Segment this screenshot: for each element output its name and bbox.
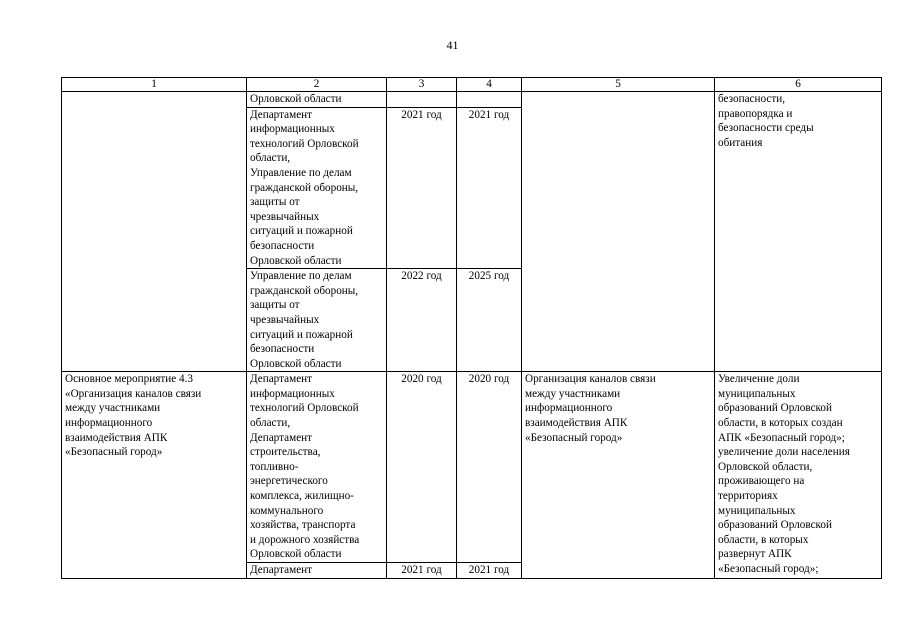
cell-executors xyxy=(247,372,387,563)
cell-text-line: Организация каналов связи xyxy=(525,373,656,386)
cell-end-empty xyxy=(457,92,522,108)
cell-text-line: комплекса, жилищно- xyxy=(250,490,354,503)
table-row xyxy=(62,372,882,563)
cell-text-line: ситуаций и пожарной xyxy=(250,225,353,238)
cell-text-line: информационных xyxy=(250,387,335,400)
cell-start-year: 2022 год xyxy=(387,269,457,372)
cell-indicators xyxy=(715,92,882,372)
cell-text-line: взаимодействия АПК xyxy=(525,417,628,430)
cell-text-line: «Безопасный город»; xyxy=(718,563,819,575)
cell-start-year: 2021 год xyxy=(387,107,457,269)
cell-text-line: гражданской обороны, xyxy=(250,284,359,297)
header-cell-2: 2 xyxy=(247,78,387,92)
cell-text-line: развернут АПК xyxy=(718,548,792,561)
table-row xyxy=(62,92,882,108)
cell-text-line: Орловской области xyxy=(250,254,342,267)
cell-text-line: Департамент xyxy=(250,431,313,444)
cell-text-line: Управление по делам xyxy=(250,270,352,283)
cell-measure-empty xyxy=(62,92,247,372)
cell-text-line: образований Орловской xyxy=(718,402,832,415)
cell-result xyxy=(522,372,715,578)
cell-text-line: безопасности xyxy=(250,239,315,252)
cell-text-line: и дорожного хозяйства xyxy=(250,533,360,546)
cell-text-line: Орловской области xyxy=(250,357,342,370)
cell-text-line: увеличение доли населения xyxy=(718,446,850,459)
cell-text-line: чрезвычайных xyxy=(250,210,320,223)
cell-text-line: Орловской области xyxy=(250,93,342,105)
cell-text-line: Департамент xyxy=(250,373,313,386)
cell-text-line: информационного xyxy=(65,417,153,430)
cell-text-line: Основное мероприятие 4.3 xyxy=(65,373,193,386)
header-cell-5: 5 xyxy=(522,78,715,92)
cell-text-line: топливно- xyxy=(250,460,299,473)
cell-executors xyxy=(247,107,387,269)
cell-text-line: энергетического xyxy=(250,475,328,488)
cell-text-line: взаимодействия АПК xyxy=(65,431,168,444)
cell-text-line: правопорядка и xyxy=(718,107,793,120)
cell-text-line: обитания xyxy=(718,136,763,149)
cell-text-line: между участниками xyxy=(65,402,161,415)
cell-start-year: 2020 год xyxy=(387,372,457,563)
cell-text-line: между участниками xyxy=(525,387,621,400)
cell-text-line: области, xyxy=(250,417,291,430)
cell-text-line: гражданской обороны, xyxy=(250,181,359,194)
cell-end-year: 2020 год xyxy=(457,372,522,563)
cell-text-line: информационного xyxy=(525,402,613,415)
cell-result-empty xyxy=(522,92,715,372)
cell-text-line: Управление по делам xyxy=(250,166,352,179)
cell-text-line: чрезвычайных xyxy=(250,313,320,326)
cell-text-line: Департамент xyxy=(250,108,313,121)
cell-text-line: защиты от xyxy=(250,196,300,209)
cell-text-line: области, в которых xyxy=(718,533,809,546)
cell-text-line: области, xyxy=(250,152,291,165)
cell-text-line: Орловской области, xyxy=(718,460,813,473)
cell-text-line: технологий Орловской xyxy=(250,137,359,150)
cell-text-line: ситуаций и пожарной xyxy=(250,328,353,341)
cell-text-line: «Безопасный город» xyxy=(65,446,163,459)
cell-text-line: коммунального xyxy=(250,504,324,517)
cell-text-line: области, в которых создан xyxy=(718,417,843,430)
cell-text-line: Орловской области xyxy=(250,548,342,561)
cell-text-line: АПК «Безопасный город»; xyxy=(718,431,845,444)
cell-text-line: безопасности среды xyxy=(718,122,814,135)
header-cell-1: 1 xyxy=(62,78,247,92)
cell-start-year: 2021 год xyxy=(387,563,457,579)
cell-text-line: безопасности xyxy=(250,343,315,356)
cell-end-year: 2021 год xyxy=(457,563,522,579)
cell-text-line: информационных xyxy=(250,123,335,136)
measures-table xyxy=(61,77,882,579)
cell-end-year: 2021 год xyxy=(457,107,522,269)
cell-text-line: «Безопасный город» xyxy=(525,431,623,444)
header-row xyxy=(62,78,882,92)
cell-text-line: безопасности, xyxy=(718,93,786,105)
cell-indicators xyxy=(715,372,882,578)
cell-text-line: территориях xyxy=(718,490,778,503)
cell-text-line: защиты от xyxy=(250,299,300,312)
cell-measure xyxy=(62,372,247,578)
page-number: 41 xyxy=(446,38,459,52)
cell-executors xyxy=(247,563,387,579)
cell-text-line: хозяйства, транспорта xyxy=(250,519,356,532)
cell-text-line: технологий Орловской xyxy=(250,402,359,415)
cell-text-line: муниципальных xyxy=(718,504,796,517)
header-cell-6: 6 xyxy=(715,78,882,92)
cell-executors xyxy=(247,92,387,108)
cell-start-empty xyxy=(387,92,457,108)
header-cell-3: 3 xyxy=(387,78,457,92)
cell-text-line: строительства, xyxy=(250,446,321,459)
cell-text-line: муниципальных xyxy=(718,387,796,400)
cell-end-year: 2025 год xyxy=(457,269,522,372)
header-cell-4: 4 xyxy=(457,78,522,92)
cell-text-line: образований Орловской xyxy=(718,519,832,532)
cell-text-line: Увеличение доли xyxy=(718,373,800,386)
cell-text-line: проживающего на xyxy=(718,475,805,488)
cell-text-line: Департамент xyxy=(250,564,313,576)
cell-text-line: «Организация каналов связи xyxy=(65,387,202,400)
cell-executors xyxy=(247,269,387,372)
